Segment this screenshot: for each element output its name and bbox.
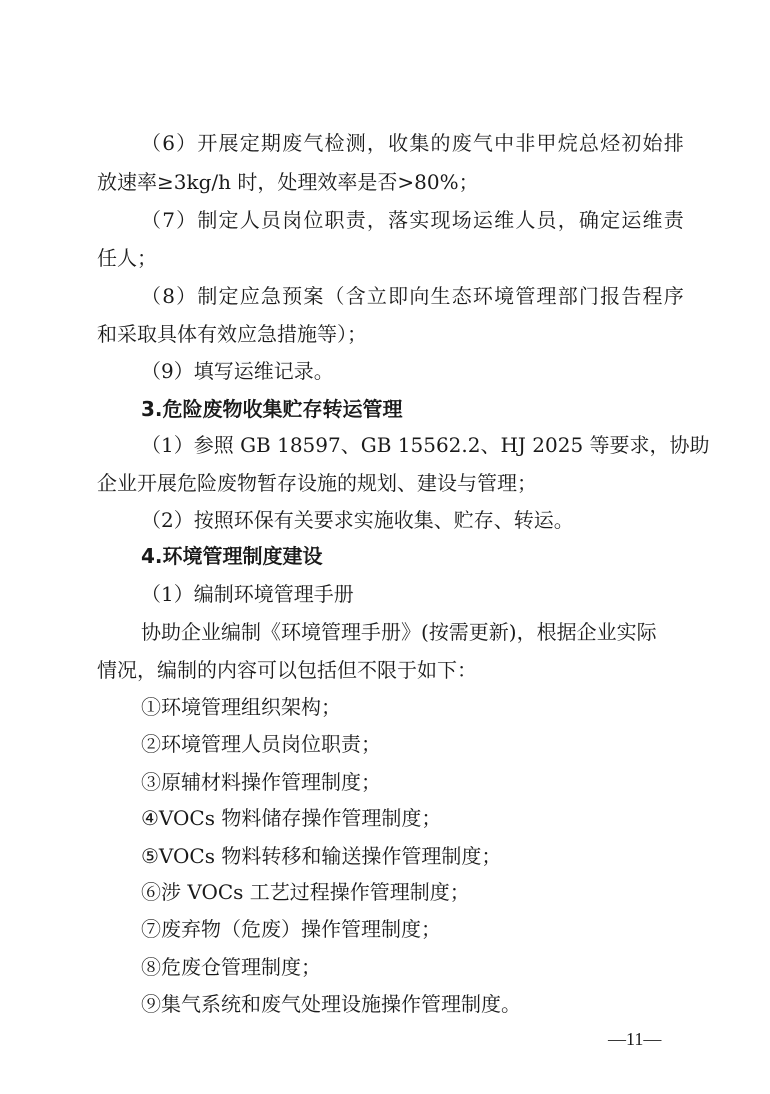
paragraph-6-line-1: （6）开展定期废气检测，收集的废气中非甲烷总烃初始排 <box>141 131 685 155</box>
list-item-9: ⑨集气系统和废气处理设施操作管理制度。 <box>141 992 521 1016</box>
list-item-2: ②环境管理人员岗位职责； <box>141 732 381 756</box>
page-number: —11— <box>608 1029 662 1049</box>
paragraph-8-line-2: 和采取具体有效应急措施等）； <box>97 322 367 346</box>
list-item-4: ④VOCs 物料储存操作管理制度； <box>141 806 442 830</box>
list-item-7: ⑦废弃物（危废）操作管理制度； <box>141 917 441 941</box>
section-3-item-1-line-1: （1）参照 GB 18597、GB 15562.2、HJ 2025 等要求，协助 <box>141 433 710 457</box>
list-item-8: ⑧危废仓管理制度； <box>141 955 321 979</box>
section-heading-3: 3.危险废物收集贮存转运管理 <box>141 397 403 421</box>
paragraph-6-line-2: 放速率≥3kg/h 时，处理效率是否>80%； <box>97 170 479 194</box>
section-4-item-1-title: （1）编制环境管理手册 <box>141 582 354 606</box>
list-item-1: ①环境管理组织架构； <box>141 695 341 719</box>
list-item-6: ⑥涉 VOCs 工艺过程操作管理制度； <box>141 880 470 904</box>
list-item-5: ⑤VOCs 物料转移和输送操作管理制度； <box>141 844 502 868</box>
paragraph-7-line-1: （7）制定人员岗位职责，落实现场运维人员，确定运维责 <box>141 208 685 232</box>
paragraph-8-line-1: （8）制定应急预案（含立即向生态环境管理部门报告程序 <box>141 284 685 308</box>
list-item-3: ③原辅材料操作管理制度； <box>141 770 381 794</box>
manual-intro-line-2: 情况，编制的内容可以包括但不限于如下： <box>97 658 477 682</box>
paragraph-7-line-2: 任人； <box>97 246 157 270</box>
manual-intro-line-1: 协助企业编制《环境管理手册》(按需更新)，根据企业实际 <box>141 620 657 644</box>
section-heading-4: 4.环境管理制度建设 <box>141 544 323 568</box>
paragraph-9: （9）填写运维记录。 <box>141 359 334 383</box>
section-3-item-1-line-2: 企业开展危险废物暂存设施的规划、建设与管理； <box>97 471 537 495</box>
section-3-item-2: （2）按照环保有关要求实施收集、贮存、转运。 <box>141 508 574 532</box>
